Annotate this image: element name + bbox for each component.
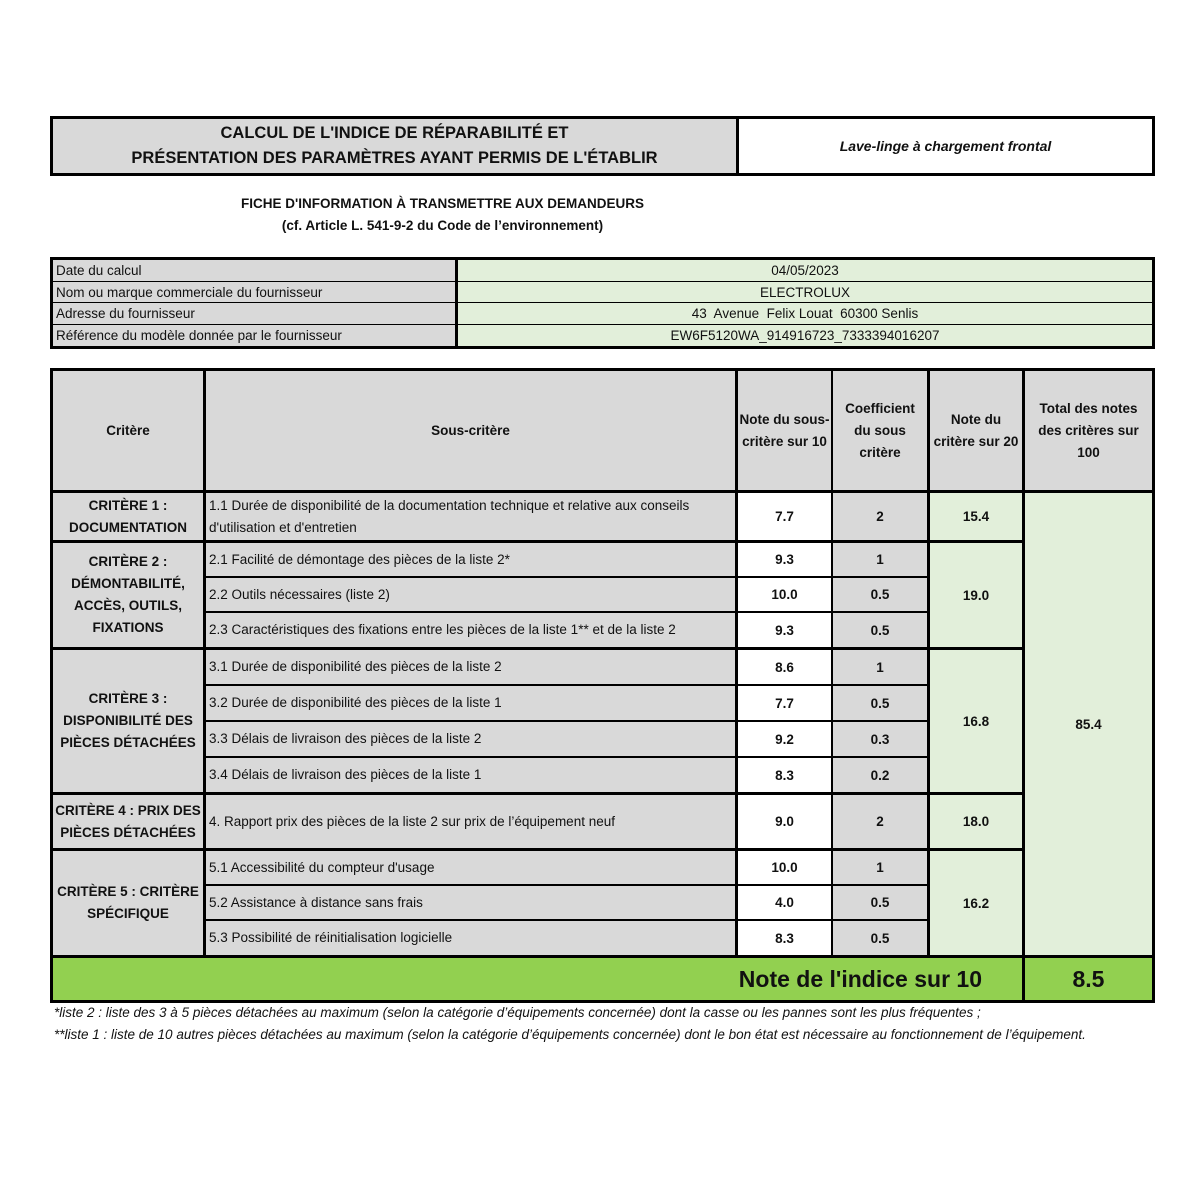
info-value: ELECTROLUX [458, 282, 1152, 303]
title-line-1: CALCUL DE L'INDICE DE RÉPARABILITÉ ET [220, 124, 569, 142]
subcriterion-5-3: 5.3 Possibilité de réinitialisation logicielle [206, 921, 735, 955]
subcriterion-3-4: 3.4 Délais de livraison des pièces de la liste 1 [206, 758, 735, 792]
coef-1-1: 2 [833, 493, 927, 540]
note-5-2: 4.0 [738, 886, 831, 919]
subcriterion-4: 4. Rapport prix des pièces de la liste 2 sur prix de l’équipement neuf [206, 795, 735, 848]
repairability-table [50, 368, 1155, 1003]
header-note-sous-critere: Note du sous-critère sur 10 [738, 371, 831, 490]
note-3-2: 7.7 [738, 686, 831, 720]
index-value: 8.5 [1025, 958, 1152, 1000]
header-critere: Critère [53, 371, 203, 490]
header-sous-critere: Sous-critère [206, 371, 735, 490]
info-label: Nom ou marque commerciale du fournisseur [53, 282, 458, 303]
subcriterion-3-2: 3.2 Durée de disponibilité des pièces de la liste 1 [206, 686, 735, 720]
footnote-liste-1: **liste 1 : liste de 10 autres pièces détachées au maximum (selon la catégorie d’équipements concernée) dont le bon état est nécessaire au fonctionnement de l’équipement. [54, 1026, 1086, 1042]
criterion-1-label: CRITÈRE 1 : DOCUMENTATION [53, 493, 203, 540]
criterion-3-score: 16.8 [930, 650, 1022, 792]
note-3-1: 8.6 [738, 650, 831, 684]
note-3-3: 9.2 [738, 722, 831, 756]
subcriterion-3-3: 3.3 Délais de livraison des pièces de la liste 2 [206, 722, 735, 756]
criterion-2-label: CRITÈRE 2 : DÉMONTABILITÉ, ACCÈS, OUTILS, FIXATIONS [53, 543, 203, 647]
subcriterion-5-2: 5.2 Assistance à distance sans frais [206, 886, 735, 919]
criterion-1-score: 15.4 [930, 493, 1022, 540]
index-label: Note de l'indice sur 10 [53, 958, 1022, 1000]
note-2-2: 10.0 [738, 578, 831, 611]
total-score: 85.4 [1025, 493, 1152, 955]
note-5-3: 8.3 [738, 921, 831, 955]
coef-3-1: 1 [833, 650, 927, 684]
criterion-5-label: CRITÈRE 5 : CRITÈRE SPÉCIFIQUE [53, 851, 203, 955]
criterion-3-label: CRITÈRE 3 : DISPONIBILITÉ DES PIÈCES DÉTACHÉES [53, 650, 203, 792]
coef-2-1: 1 [833, 543, 927, 576]
header-note-critere: Note du critère sur 20 [930, 371, 1022, 490]
subcriterion-1-1: 1.1 Durée de disponibilité de la documentation technique et relative aux conseils d'utilisation et d'entretien [206, 493, 735, 540]
coef-5-1: 1 [833, 851, 927, 884]
coef-2-3: 0.5 [833, 613, 927, 647]
note-4: 9.0 [738, 795, 831, 848]
info-label: Date du calcul [53, 260, 458, 281]
info-value: EW6F5120WA_914916723_7333394016207 [458, 325, 1152, 347]
criterion-4-label: CRITÈRE 4 : PRIX DES PIÈCES DÉTACHÉES [53, 795, 203, 848]
criterion-4-score: 18.0 [930, 795, 1022, 848]
title-block [50, 116, 1155, 176]
header-total: Total des notes des critères sur 100 [1025, 371, 1152, 490]
criterion-2-score: 19.0 [930, 543, 1022, 647]
info-row-date [53, 260, 1152, 282]
subtitle [150, 193, 735, 237]
subtitle-line-2: (cf. Article L. 541-9-2 du Code de l’environnement) [281, 218, 604, 233]
coef-3-3: 0.3 [833, 722, 927, 756]
footnote-liste-2: *liste 2 : liste des 3 à 5 pièces détachées au maximum (selon la catégorie d’équipements concernée) dont la casse ou les pannes sont les plus fréquentes ; [54, 1005, 981, 1020]
info-row-model-reference [53, 325, 1152, 347]
footnotes [54, 1002, 1144, 1045]
info-value: 04/05/2023 [458, 260, 1152, 281]
coef-2-2: 0.5 [833, 578, 927, 611]
subtitle-line-1: FICHE D'INFORMATION À TRANSMETTRE AUX DEMANDEURS [241, 196, 644, 211]
subcriterion-2-3: 2.3 Caractéristiques des fixations entre les pièces de la liste 1** et de la liste 2 [206, 613, 735, 647]
supplier-info-table [50, 257, 1155, 349]
coef-3-4: 0.2 [833, 758, 927, 792]
info-label: Adresse du fournisseur [53, 303, 458, 324]
note-2-1: 9.3 [738, 543, 831, 576]
subcriterion-3-1: 3.1 Durée de disponibilité des pièces de la liste 2 [206, 650, 735, 684]
note-1-1: 7.7 [738, 493, 831, 540]
coef-3-2: 0.5 [833, 686, 927, 720]
title-line-2: PRÉSENTATION DES PARAMÈTRES AYANT PERMIS DE L'ÉTABLIR [131, 149, 658, 167]
product-category: Lave-linge à chargement frontal [839, 138, 1052, 154]
subcriterion-2-1: 2.1 Facilité de démontage des pièces de la liste 2* [206, 543, 735, 576]
note-2-3: 9.3 [738, 613, 831, 647]
info-label: Référence du modèle donnée par le fournisseur [53, 325, 458, 347]
document-title [53, 119, 739, 173]
info-row-address [53, 303, 1152, 325]
subcriterion-2-2: 2.2 Outils nécessaires (liste 2) [206, 578, 735, 611]
coef-5-2: 0.5 [833, 886, 927, 919]
criterion-5-score: 16.2 [930, 851, 1022, 955]
coef-5-3: 0.5 [833, 921, 927, 955]
note-3-4: 8.3 [738, 758, 831, 792]
header-coefficient: Coefficient du sous critère [833, 371, 927, 490]
coef-4: 2 [833, 795, 927, 848]
info-value: 43 Avenue Felix Louat 60300 Senlis [458, 303, 1152, 324]
info-row-brand [53, 282, 1152, 304]
note-5-1: 10.0 [738, 851, 831, 884]
subcriterion-5-1: 5.1 Accessibilité du compteur d'usage [206, 851, 735, 884]
